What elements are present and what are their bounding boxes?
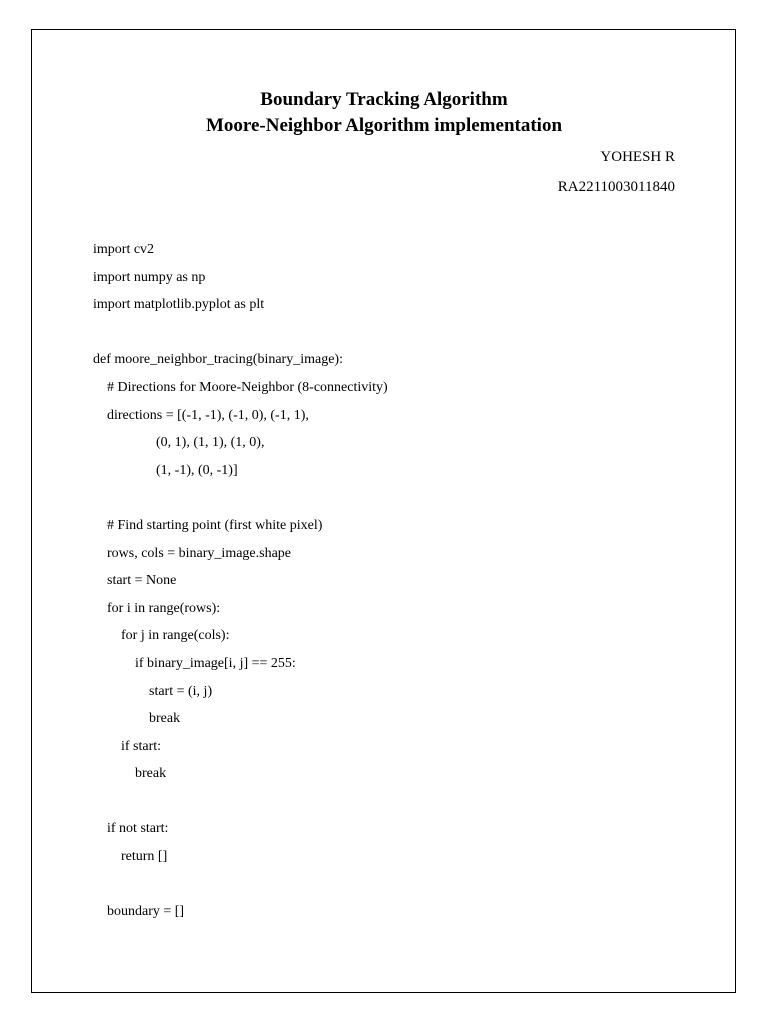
code-line — [93, 323, 388, 351]
register-number: RA2211003011840 — [557, 179, 675, 195]
code-line: boundary = [] — [107, 904, 185, 920]
code-block — [93, 240, 388, 930]
code-line: start = None — [107, 573, 177, 589]
code-line — [93, 488, 388, 516]
code-line: # Find starting point (first white pixel) — [107, 517, 323, 533]
code-line: directions = [(-1, -1), (-1, 0), (-1, 1), — [107, 407, 309, 423]
code-line: if not start: — [107, 821, 169, 837]
code-line: start = (i, j) — [149, 683, 213, 699]
code-line: for i in range(rows): — [107, 600, 221, 616]
code-line — [93, 792, 388, 820]
code-line: break — [135, 766, 167, 782]
document-subtitle: Moore-Neighbor Algorithm implementation — [205, 115, 563, 136]
code-line: return [] — [121, 849, 168, 865]
code-line: (1, -1), (0, -1)] — [156, 462, 238, 478]
code-line: for j in range(cols): — [121, 628, 230, 644]
code-line: (0, 1), (1, 1), (1, 0), — [156, 435, 265, 451]
code-line: import matplotlib.pyplot as plt — [93, 297, 265, 313]
author-name: YOHESH R — [600, 149, 675, 165]
code-line — [93, 875, 388, 903]
code-line: if start: — [121, 738, 162, 754]
code-line: rows, cols = binary_image.shape — [107, 545, 292, 561]
code-line: import cv2 — [93, 242, 155, 257]
code-line: import numpy as np — [93, 269, 206, 285]
document-title: Boundary Tracking Algorithm — [260, 89, 508, 110]
code-line: break — [149, 711, 181, 727]
code-line: if binary_image[i, j] == 255: — [135, 655, 296, 671]
code-line: # Directions for Moore-Neighbor (8-connectivity) — [107, 379, 388, 395]
code-line: def moore_neighbor_tracing(binary_image): — [93, 352, 343, 368]
